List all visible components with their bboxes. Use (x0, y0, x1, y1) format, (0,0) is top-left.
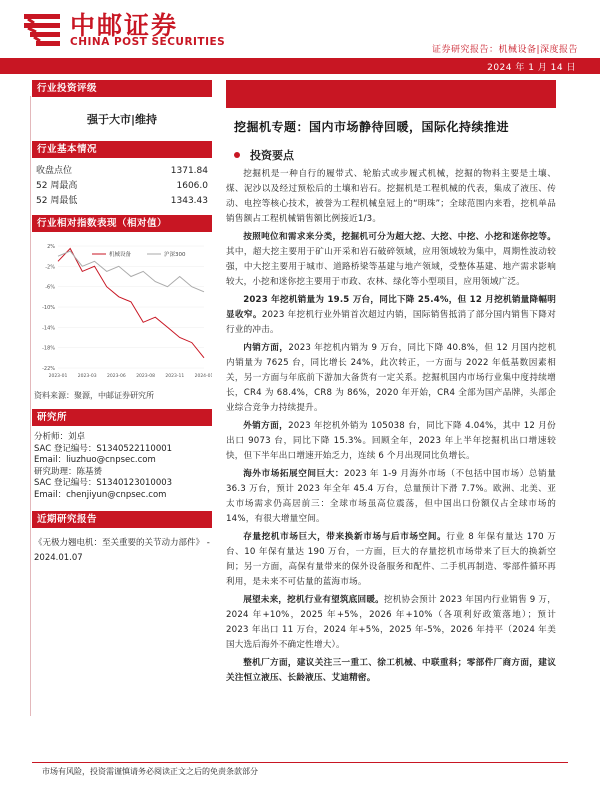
key-point-lead: 整机厂方面，建议关注三一重工、徐工机械、中联重科；零部件厂商方面，建议关注恒立液压、长龄液压、艾迪精密。 (226, 658, 556, 683)
key-point-paragraph (226, 419, 556, 464)
assistant-email[interactable]: Email：chenjiyun@cnpsec.com (34, 489, 167, 500)
y-tick-label: -6% (45, 284, 55, 291)
brand-name-en: CHINA POST SECURITIES (70, 36, 226, 48)
key-point-lead: 按照吨位和需求来分类，挖掘机可分为超大挖、大挖、中挖、小挖和迷你挖等。 (243, 232, 556, 242)
key-point-body: 2023 年挖机外销为 105038 台，同比下降 4.04%，其中 12 月份出口 9073 台，同比下降 15.3%。回顾全年，2023 年上半年挖掘机出口增速较快，但下半年出口增速开始乏力，连续 6 个月出现同比负增长。 (226, 421, 556, 461)
series-line-0 (58, 249, 204, 358)
key-point-paragraph (226, 656, 556, 686)
footer-divider (32, 762, 568, 763)
relative-index-chart (32, 236, 212, 386)
y-tick-label: 2% (47, 244, 55, 250)
basics-label: 52 周最低 (36, 196, 78, 206)
recent-report-link[interactable]: 《无极力翘电机：至关重要的关节动力部件》 - 2024.01.07 (34, 538, 210, 563)
x-tick-label: 2023-01 (48, 374, 68, 379)
basics-label: 52 周最高 (36, 181, 78, 191)
basics-value: 1371.84 (170, 166, 208, 176)
x-tick-label: 2023-06 (106, 374, 126, 379)
x-tick-label: 2024-01 (194, 374, 212, 379)
key-point-paragraph (226, 293, 556, 338)
relative-index-chart-svg (32, 236, 212, 386)
performance-heading: 行业相对指数表现（相对值） (32, 215, 212, 232)
key-point-lead: 外销方面， (243, 421, 289, 431)
brand-name-cn: 中邮证券 (70, 11, 179, 40)
basics-row (32, 179, 212, 194)
basics-row (32, 164, 212, 179)
key-point-body: 挖机协会预计 2023 年国内行业销售 9 万，2024 年+10%，2025 年+5%，2026 年+10%（各项利好政策落地）；预计 2023 年出口 11 万台，2024 年+5%，2025 年-5%，2026 年持平（2024 年美国大选后海外不确定性增大）。 (226, 595, 556, 650)
basics-value: 1606.0 (176, 181, 208, 191)
key-point-body: 2023 年挖机内销为 9 万台，同比下降 40.8%，但 12 月国内挖机内销量为 7625 台，同比增长 24%，此次转正，一方面与 2022 年低基数因素相关，另一方面与年底前下游加大备货有一定关系。挖掘机国内市场行业集中度持续增长，CR4 为 68.4%，CR8 为 86%，2020 年开始，CR4 全部为国产品牌，头部企业综合竞争力持续提升。 (226, 343, 556, 413)
key-point-body: 2023 年 1-9 月海外市场（不包括中国市场）总销量 36.3 万台，预计 2023 年全年 45.4 万台，总量预计下滑 7.7%。欧洲、北美、亚太市场需求仍高居前三：全球市场虽高位震荡，但中国出口份额仅占全球市场的 14%，有很大增量空间。 (226, 469, 557, 524)
industry-rating: 强于大市|维持 (86, 113, 158, 126)
key-point-paragraph (226, 467, 556, 527)
key-point-lead: 展望未来，挖机行业有望筑底回暖。 (243, 595, 384, 605)
main-column (226, 80, 556, 689)
analyst-block (32, 432, 212, 501)
key-point-paragraph (226, 341, 556, 416)
report-title: 挖掘机专题：国内市场静待回暖，国际化持续推进 (234, 120, 510, 134)
legend-label: 沪深300 (164, 252, 186, 258)
key-point-paragraph (226, 530, 556, 590)
key-point-lead: 内销方面， (243, 343, 289, 353)
report-type: 证券研究报告：机械设备|深度报告 (431, 45, 578, 55)
rating-heading: 行业投资评级 (32, 80, 212, 97)
key-points (226, 167, 556, 686)
x-tick-label: 2023-11 (165, 374, 185, 379)
y-tick-label: -2% (45, 264, 55, 271)
analyst-name: 分析师：刘卓 (34, 432, 86, 442)
y-tick-label: -18% (42, 345, 55, 352)
chart-source: 资料来源：聚源，中邮证券研究所 (34, 391, 154, 400)
key-point-lead: 2023 年挖机销量为 19.5 万台，同比下降 25.4%，但 12 月挖机销量降幅明显收窄。 (226, 295, 556, 320)
basics-table (32, 164, 212, 209)
key-point-lead: 海外市场拓展空间巨大： (243, 469, 345, 479)
disclaimer-footer: 市场有风险，投资需谨慎请务必阅读正文之后的免责条款部分 (42, 767, 258, 776)
china-post-logo-icon (22, 8, 62, 48)
basics-label: 收盘点位 (36, 166, 73, 176)
recent-reports-heading: 近期研究报告 (32, 511, 212, 528)
analyst-sac: SAC 登记编号：S1340522110001 (34, 443, 173, 454)
assistant-sac: SAC 登记编号：S1340123010003 (34, 478, 173, 488)
key-point-paragraph (226, 230, 556, 290)
y-tick-label: -10% (42, 305, 55, 311)
analyst-email[interactable]: Email：liuzhuo@cnpsec.com (34, 455, 156, 465)
key-point-paragraph (226, 593, 556, 653)
key-point-body: 其中，超大挖主要用于矿山开采和岩石破碎领域，应用领域较为集中，周期性波动较强，中大挖主要用于城市、道路桥梁等基建与地产领域，受整体基建、地产需求影响较大，小挖和迷你挖主要用于市政、农林、绿化等小型项目，应用领域广泛。 (226, 247, 556, 287)
report-date: 2024 年 1 月 14 日 (487, 63, 576, 73)
basics-row (32, 194, 212, 209)
bullet-icon (234, 152, 240, 158)
key-point-body: 行业 8 年保有量达 170 万台、10 年保有量达 190 万台，一方面，巨大的存量挖机市场带来了巨大的换新空间；另一方面，高保有量带来的保外设备服务和配件、二手机再制造、零部件循环再利用，是未来不可估量的蓝海市场。 (226, 532, 557, 587)
basics-heading: 行业基本情况 (32, 141, 212, 158)
key-point-lead: 存量挖机市场巨大，带来换新市场与后市场空间。 (243, 532, 447, 542)
section-heading (234, 147, 556, 163)
x-tick-label: 2023-08 (136, 374, 156, 379)
y-tick-label: -22% (42, 366, 55, 372)
left-column-border (30, 96, 31, 716)
y-tick-label: -14% (42, 325, 55, 332)
assistant-name: 研究助理：陈基赟 (34, 466, 103, 477)
left-column (32, 80, 212, 566)
title-band (226, 80, 556, 108)
basics-value: 1343.43 (170, 196, 208, 206)
legend-label: 机械设备 (109, 252, 132, 258)
key-point-body: 挖掘机是一种自行的履带式、轮胎式或步履式机械，挖掘的物料主要是土壤、煤、泥沙以及经过预松后的土壤和岩石。挖掘机是工程机械的代表，集成了液压、传动、电控等核心技术，被誉为工程机械皇冠上的“明珠”；全球范围内来看，挖机单品销售额占工程机械销售额比例接近1/3。 (226, 169, 556, 224)
research-heading: 研究所 (32, 409, 212, 426)
key-point-body: 2023 年挖机行业外销首次超过内销，国际销售抵消了部分国内销售下降对行业的冲击。 (226, 310, 556, 335)
key-point-paragraph (226, 167, 556, 227)
x-tick-label: 2023-03 (77, 374, 97, 379)
section-heading-text: 投资要点 (250, 149, 294, 162)
